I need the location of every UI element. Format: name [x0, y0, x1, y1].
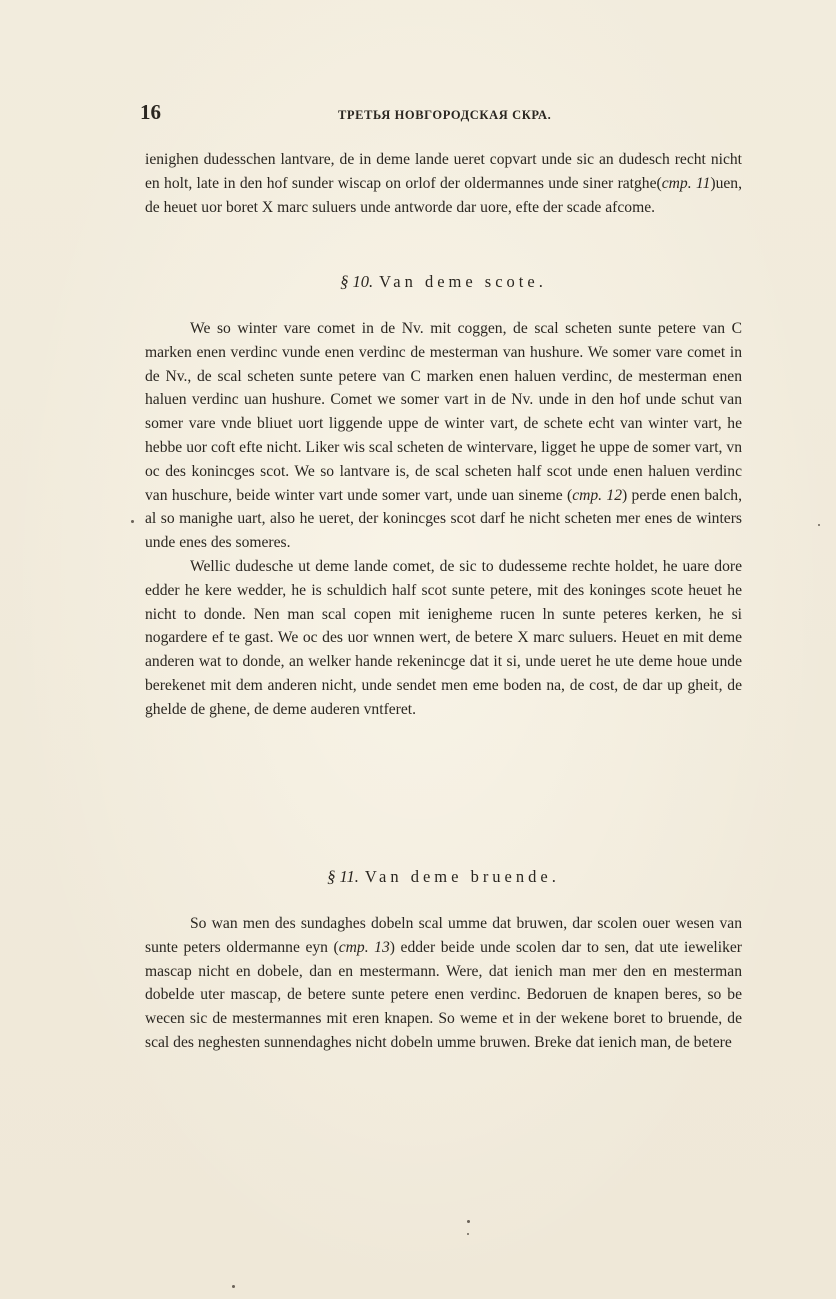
paragraph-2-text-b: ) perde enen balch, al so manighe uart, also he ueret, der konincges scot darf he nicht scheten mer enes de winters unde enes des someres. — [145, 486, 742, 552]
paper-speck — [467, 1220, 470, 1223]
cross-reference: cmp. 11 — [661, 174, 711, 192]
paragraph-3-text: Wellic dudesche ut deme lande comet, de sic to dudesseme rechte holdet, he uare dore edder he kere wedder, he is schuldich half scot sunte petere, mit des koninges scote heuet he nicht to donde. Nen man scal copen mit ienigheme rucen ln sunte peteres kerken, he si nogardere ef te gast. We oc des uor wnnen wert, de betere X marc suluers. Heuet en mit deme anderen wat to donde, an welker hande rekenincge dat it si, unde ueret he ute deme houe unde berekenet mit dem anderen nicht, unde sendet men eme boden na, de cost, de dar up gheit, de ghelde de ghene, de deme auderen vntferet. — [145, 557, 742, 718]
paragraph-1 — [145, 148, 742, 219]
running-head — [140, 100, 745, 130]
section-number: § 10. — [340, 272, 374, 291]
paragraph-1-text-a: ienighen dudesschen lantvare, de in deme lande ueret copvart unde sic an dudesch recht nicht en holt, late in den hof sunder wiscap on orlof der oldermannes unde siner ratghe( — [145, 151, 742, 192]
paragraph-2 — [145, 317, 742, 555]
paper-speck — [232, 1285, 235, 1288]
paper-speck — [467, 1233, 469, 1235]
paragraph-2-text-a: We so winter vare comet in de Nv. mit coggen, de scal scheten sunte petere van C marken enen verdinc vunde enen verdinc de mesterman van hushure. We somer vare comet in de Nv., de scal scheten sunte petere van C marken enen haluen verdinc, de mesterman enen haluen verdinc uan hushure. Comet we somer vart in de Nv. unde in den hof unde schut van somer vare vnde bliuet uort liggende uppe de winter vart, de schete echt van winter vart, he hebbe uor coft efte nicht. Liker wis scal scheten de wintervare, ligget he uppe de somer vart, vn oc des konincges scot. We so lantvare is, de scal scheten half scot unde enen haluen verdinc van huschure, beide winter vart unde somer vart, unde uan sineme ( — [145, 320, 742, 504]
section-10-body — [145, 317, 742, 722]
section-heading-11 — [145, 867, 742, 887]
section-number: § 11. — [327, 867, 359, 886]
section-11-body — [145, 912, 742, 1055]
section-title: Van deme scote. — [379, 272, 547, 291]
section-heading-10 — [145, 272, 742, 292]
paragraph-1-text-b: )uen, de heuet uor boret X marc suluers unde antworde dar uore, efte der scade afcome. — [145, 174, 742, 216]
paper-speck — [818, 524, 820, 526]
cross-reference: cmp. 13 — [338, 938, 390, 956]
paragraph-4 — [145, 912, 742, 1055]
paragraph-4-text-a: So wan men des sundaghes dobeln scal umme dat bruwen, dar scolen ouer wesen van sunte peters oldermanne eyn ( — [145, 915, 742, 956]
page-number: 16 — [140, 100, 161, 124]
cross-reference: cmp. 12 — [572, 486, 623, 504]
paragraph-4-text-b: ) edder beide unde scolen dar to sen, dat ute ieweliker mascap nicht en dobele, dan en mestermann. Were, dat ienich man mer den en mesterman dobelde uter mascap, de betere sunte petere enen verdinc. Bedoruen de knapen beres, so be wecen sic de mestermannes mit eren knapen. So weme et in der wekene boret to bruende, de scal des neghesten sunnendaghes nicht dobeln umme bruwen. Breke dat ienich man, de betere — [145, 938, 743, 1051]
paper-speck — [131, 520, 134, 523]
running-title: ТРЕТЬЯ НОВГОРОДСКАЯ СКРА. — [338, 108, 552, 122]
paragraph-3 — [145, 555, 742, 722]
section-title: Van deme bruende. — [364, 867, 560, 886]
